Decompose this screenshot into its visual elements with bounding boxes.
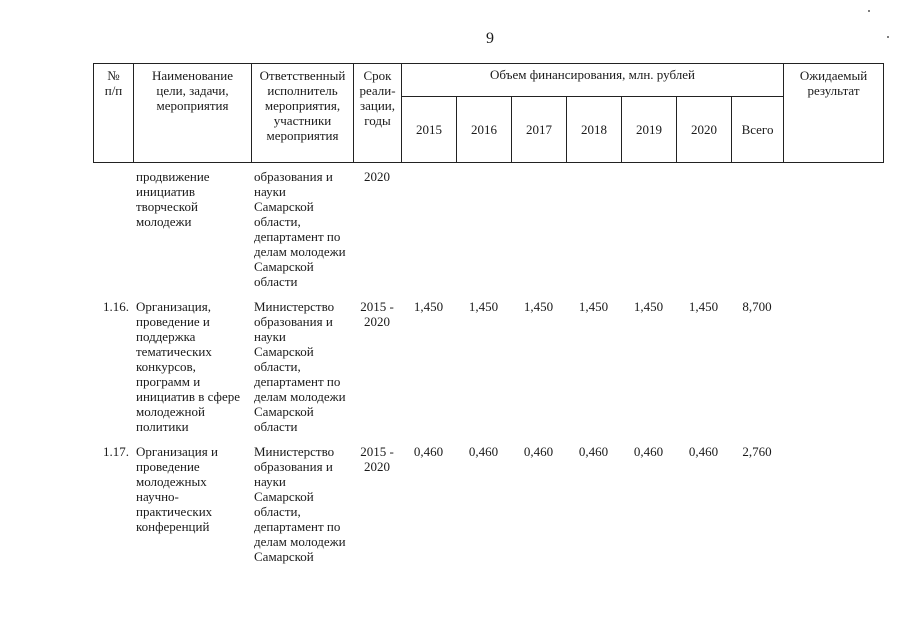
row-value-2020 <box>676 167 731 297</box>
row-responsible: Министерство образования и науки Самарской области, департамент по делам молодежи Самарской области <box>254 299 346 434</box>
row-value-2015 <box>401 167 456 297</box>
row-value-2020: 1,450 <box>688 299 719 314</box>
header-result: Ожидаемый результат <box>784 64 884 163</box>
scan-speck <box>868 10 870 12</box>
header-year-2020: 2020 <box>677 97 732 163</box>
header-year-2015: 2015 <box>402 97 457 163</box>
row-value-2020: 0,460 <box>688 444 719 459</box>
row-value-2015: 0,460 <box>413 444 444 459</box>
row-value-2019: 1,450 <box>633 299 664 314</box>
scan-speck <box>887 36 889 38</box>
row-value-2016: 1,450 <box>468 299 499 314</box>
header-year-2019: 2019 <box>622 97 677 163</box>
header-funding: Объем финансирования, млн. рублей <box>402 64 784 97</box>
row-value-total: 8,700 <box>742 299 772 314</box>
row-number: 1.16. <box>103 299 129 314</box>
table-header <box>93 63 884 163</box>
row-result <box>783 297 883 442</box>
row-number: 1.17. <box>103 444 129 459</box>
row-number <box>93 167 133 297</box>
header-name: Наименование цели, задачи, мероприятия <box>134 64 252 163</box>
header-period: Срок реали- зации, годы <box>354 64 402 163</box>
row-value-total <box>731 167 783 297</box>
table-row <box>93 297 883 442</box>
table-row <box>93 167 883 297</box>
header-year-2017: 2017 <box>512 97 567 163</box>
row-value-2019: 0,460 <box>633 444 664 459</box>
row-value-2018 <box>566 167 621 297</box>
row-value-2017: 0,460 <box>523 444 554 459</box>
row-responsible: Министерство образования и науки Самарской области, департамент по делам молодежи Самарской <box>254 444 346 564</box>
header-num: № п/п <box>94 64 134 163</box>
row-value-2017 <box>511 167 566 297</box>
table-row <box>93 442 883 567</box>
row-responsible: образования и науки Самарской области, департамент по делам молодежи Самарской области <box>254 169 346 289</box>
row-result <box>783 442 883 567</box>
row-value-2017: 1,450 <box>523 299 554 314</box>
row-value-2015: 1,450 <box>413 299 444 314</box>
table-body <box>93 167 883 567</box>
row-period: 2015 - 2020 <box>360 299 394 329</box>
row-name: Организация и проведение молодежных научно- практических конференций <box>136 444 218 534</box>
row-name: Организация, проведение и поддержка тематических конкурсов, программ и инициатив в сфере молодежной политики <box>136 299 241 434</box>
row-period: 2015 - 2020 <box>360 444 394 474</box>
header-total: Всего <box>732 97 784 163</box>
page-number: 9 <box>486 30 494 47</box>
row-value-2016 <box>456 167 511 297</box>
row-value-total: 2,760 <box>742 444 772 459</box>
row-period: 2020 <box>364 169 390 184</box>
header-year-2016: 2016 <box>457 97 512 163</box>
header-year-2018: 2018 <box>567 97 622 163</box>
row-value-2018: 0,460 <box>578 444 609 459</box>
header-responsible: Ответственный исполнитель мероприятия, участники мероприятия <box>252 64 354 163</box>
row-result <box>783 167 883 297</box>
row-value-2019 <box>621 167 676 297</box>
row-name: продвижение инициатив творческой молодежи <box>136 169 210 229</box>
row-value-2018: 1,450 <box>578 299 609 314</box>
row-value-2016: 0,460 <box>468 444 499 459</box>
